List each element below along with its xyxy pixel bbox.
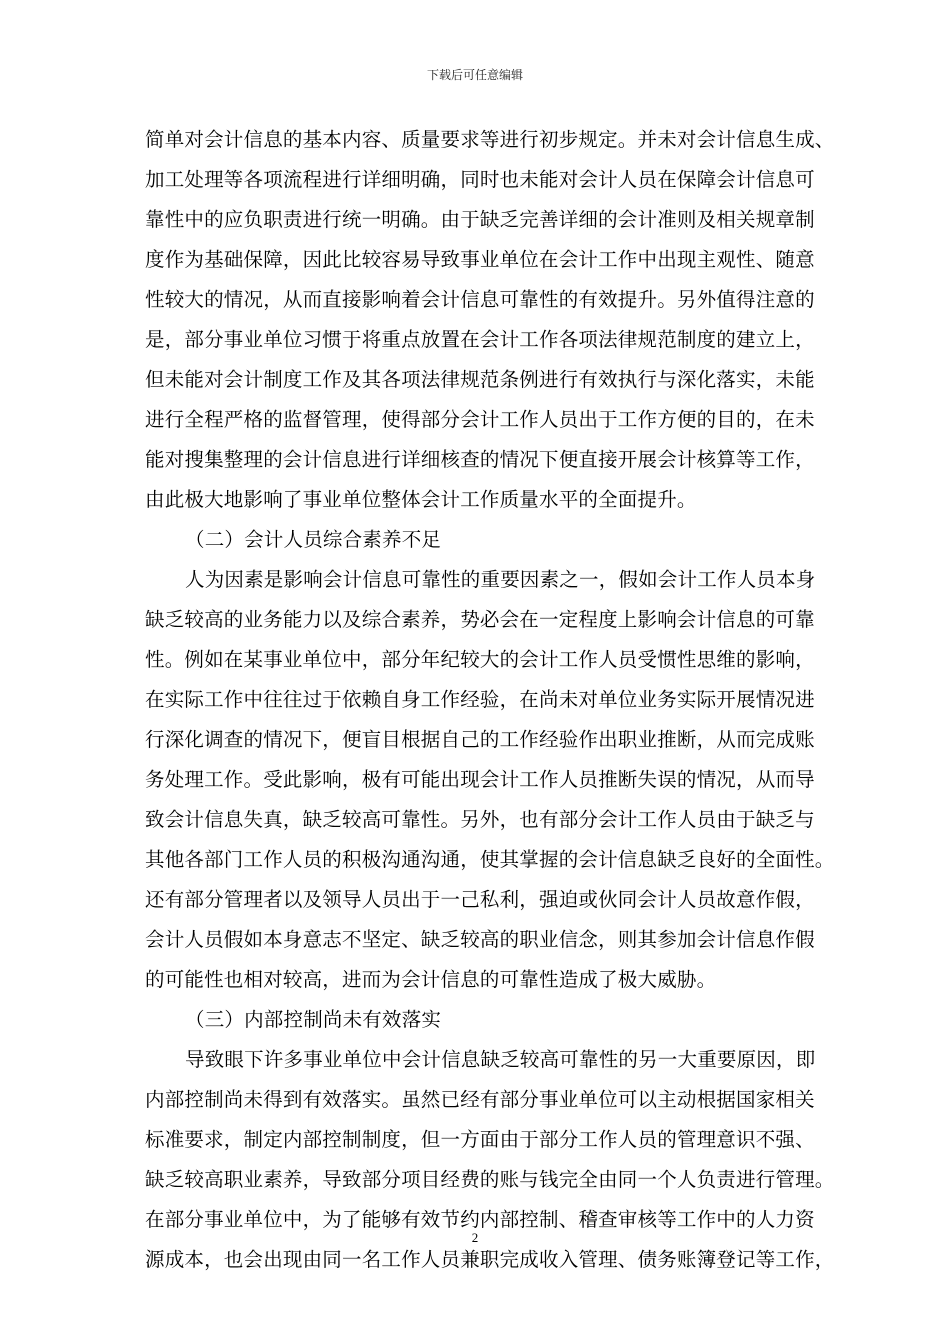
paragraph-line: 在实际工作中往往过于依赖自身工作经验，在尚未对单位业务实际开展情况进 — [145, 688, 815, 711]
paragraph-line: 还有部分管理者以及领导人员出于一己私利，强迫或伙同会计人员故意作假， — [145, 888, 815, 911]
paragraph-line: 性。例如在某事业单位中，部分年纪较大的会计工作人员受惯性思维的影响， — [145, 648, 815, 671]
paragraph-line: 能对搜集整理的会计信息进行详细核查的情况下便直接开展会计核算等工作， — [145, 448, 815, 471]
section-heading: （二）会计人员综合素养不足 — [185, 528, 442, 551]
paragraph-line: 是，部分事业单位习惯于将重点放置在会计工作各项法律规范制度的建立上， — [145, 328, 815, 351]
paragraph-line: 内部控制尚未得到有效落实。虽然已经有部分事业单位可以主动根据国家相关 — [145, 1088, 815, 1111]
paragraph-line: 度作为基础保障，因此比较容易导致事业单位在会计工作中出现主观性、随意 — [145, 248, 815, 271]
paragraph-line: 人为因素是影响会计信息可靠性的重要因素之一，假如会计工作人员本身 — [185, 568, 816, 591]
paragraph-line: 性较大的情况，从而直接影响着会计信息可靠性的有效提升。另外值得注意的 — [145, 288, 815, 311]
paragraph-line: 加工处理等各项流程进行详细明确，同时也未能对会计人员在保障会计信息可 — [145, 168, 815, 191]
document-body — [145, 120, 835, 1280]
paragraph-line: 但未能对会计制度工作及其各项法律规范条例进行有效执行与深化落实，未能 — [145, 368, 815, 391]
paragraph-line: 标准要求，制定内部控制制度，但一方面由于部分工作人员的管理意识不强、 — [145, 1128, 815, 1151]
paragraph-line: 缺乏较高的业务能力以及综合素养，势必会在一定程度上影响会计信息的可靠 — [145, 608, 815, 631]
paragraph-line: 简单对会计信息的基本内容、质量要求等进行初步规定。并未对会计信息生成、 — [145, 128, 835, 151]
page-number: 2 — [471, 1230, 479, 1245]
paragraph-line: 进行全程严格的监督管理，使得部分会计工作人员出于工作方便的目的，在未 — [145, 408, 815, 431]
paragraph-line: 会计人员假如本身意志不坚定、缺乏较高的职业信念，则其参加会计信息作假 — [145, 928, 815, 951]
paragraph-line: 致会计信息失真，缺乏较高可靠性。另外，也有部分会计工作人员由于缺乏与 — [145, 808, 815, 831]
header-note: 下载后可任意编辑 — [426, 68, 523, 82]
paragraph-line: 行深化调查的情况下，便盲目根据自己的工作经验作出职业推断，从而完成账 — [145, 728, 815, 751]
paragraph-line: 由此极大地影响了事业单位整体会计工作质量水平的全面提升。 — [145, 488, 697, 511]
paragraph-line: 务处理工作。受此影响，极有可能出现会计工作人员推断失误的情况，从而导 — [145, 768, 815, 791]
section-heading: （三）内部控制尚未有效落实 — [185, 1008, 442, 1031]
paragraph-line: 缺乏较高职业素养，导致部分项目经费的账与钱完全由同一个人负责进行管理。 — [145, 1168, 835, 1191]
paragraph-line: 源成本，也会出现由同一名工作人员兼职完成收入管理、债务账簿登记等工作， — [145, 1248, 835, 1271]
paragraph-line: 在部分事业单位中，为了能够有效节约内部控制、稽查审核等工作中的人力资 — [145, 1208, 815, 1231]
paragraph-line: 的可能性也相对较高，进而为会计信息的可靠性造成了极大威胁。 — [145, 968, 717, 991]
paragraph-line: 其他各部门工作人员的积极沟通沟通，使其掌握的会计信息缺乏良好的全面性。 — [145, 848, 835, 871]
paragraph-line: 靠性中的应负职责进行统一明确。由于缺乏完善详细的会计准则及相关规章制 — [145, 208, 815, 231]
paragraph-line: 导致眼下许多事业单位中会计信息缺乏较高可靠性的另一大重要原因，即 — [185, 1048, 816, 1071]
